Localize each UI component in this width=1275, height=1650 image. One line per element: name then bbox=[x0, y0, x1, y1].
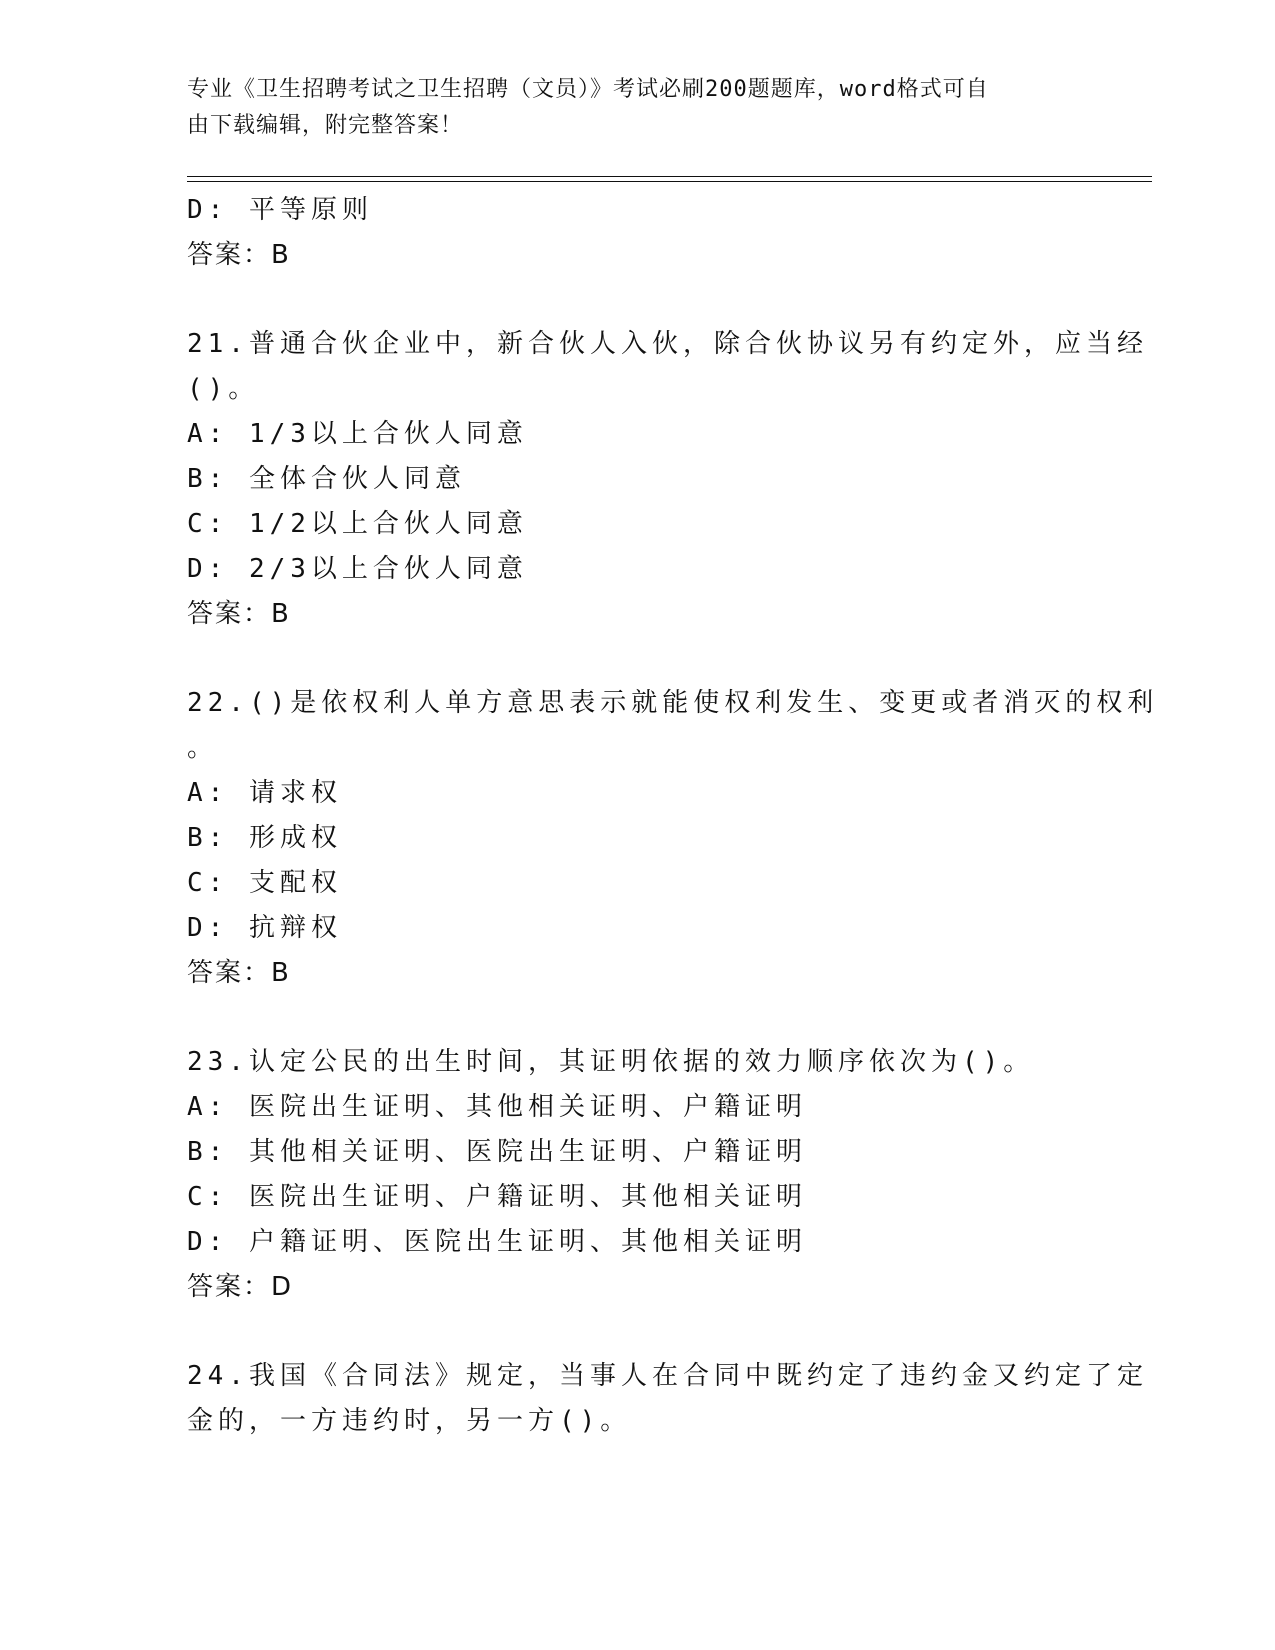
question-text-line-1: 24.我国《合同法》规定，当事人在合同中既约定了违约金又约定了定 bbox=[187, 1361, 1148, 1391]
question-text-line-2: 金的，一方违约时，另一方()。 bbox=[187, 1406, 632, 1436]
option-d: D: 户籍证明、医院出生证明、其他相关证明 bbox=[187, 1227, 807, 1257]
question-list bbox=[187, 188, 1159, 1444]
question-22 bbox=[187, 681, 1159, 996]
option-a: A: 请求权 bbox=[187, 778, 342, 808]
header-rule-bottom bbox=[187, 181, 1152, 182]
question-21 bbox=[187, 322, 1148, 637]
option-d: D: 抗辩权 bbox=[187, 913, 342, 943]
option-b: B: 其他相关证明、医院出生证明、户籍证明 bbox=[187, 1137, 807, 1167]
answer: 答案：B bbox=[187, 958, 291, 988]
answer: 答案：D bbox=[187, 1272, 294, 1302]
option-d: D: 平等原则 bbox=[187, 195, 373, 225]
header-line-2: 由下载编辑，附完整答案！ bbox=[187, 113, 464, 138]
header-rule-top bbox=[187, 176, 1152, 177]
answer: 答案：B bbox=[187, 240, 291, 270]
option-a: A: 1/3以上合伙人同意 bbox=[187, 419, 528, 449]
question-text-line-2: 。 bbox=[187, 733, 219, 763]
option-a: A: 医院出生证明、其他相关证明、户籍证明 bbox=[187, 1092, 807, 1122]
option-b: B: 形成权 bbox=[187, 823, 342, 853]
option-c: C: 支配权 bbox=[187, 868, 342, 898]
question-text-line-1: 22.()是依权利人单方意思表示就能使权利发生、变更或者消灭的权利 bbox=[187, 688, 1159, 718]
option-b: B: 全体合伙人同意 bbox=[187, 464, 466, 494]
previous-question-tail bbox=[187, 188, 1087, 278]
question-24 bbox=[187, 1354, 1148, 1444]
option-c: C: 1/2以上合伙人同意 bbox=[187, 509, 528, 539]
question-text-line-1: 21.普通合伙企业中，新合伙人入伙，除合伙协议另有约定外，应当经 bbox=[187, 329, 1148, 359]
option-d: D: 2/3以上合伙人同意 bbox=[187, 554, 528, 584]
question-text-line-2: ()。 bbox=[187, 374, 260, 404]
header-line-1: 专业《卫生招聘考试之卫生招聘（文员）》考试必刷200题题库，word格式可自 bbox=[187, 77, 989, 102]
document-header bbox=[187, 72, 1087, 144]
option-c: C: 医院出生证明、户籍证明、其他相关证明 bbox=[187, 1182, 807, 1212]
answer: 答案：B bbox=[187, 599, 291, 629]
question-text-line-1: 23.认定公民的出生时间，其证明依据的效力顺序依次为()。 bbox=[187, 1047, 1035, 1077]
question-23 bbox=[187, 1040, 1087, 1310]
